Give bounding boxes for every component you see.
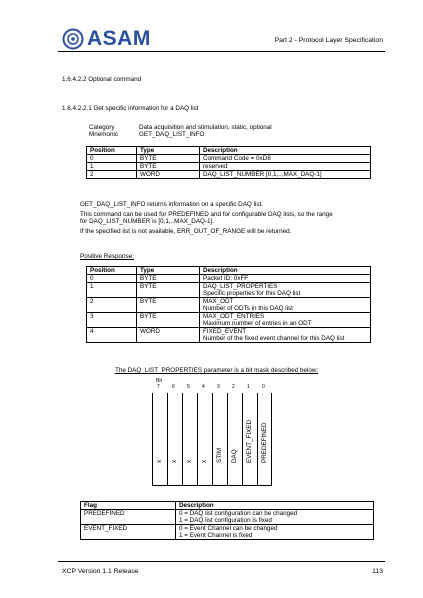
mnemonic-value: GET_DAQ_LIST_INFO [139, 131, 205, 138]
table-cell: Command Code = 0xD8 [200, 155, 371, 163]
table-cell [200, 298, 371, 313]
column-header: Description [200, 267, 371, 275]
mnemonic-label: Mnemonic [89, 131, 119, 138]
paragraph-returns: GET_DAQ_LIST_INFO returns information on a specific DAQ list. [80, 201, 264, 208]
cell-line: 0 = Event Channel can be changed [179, 525, 278, 532]
header-title: Part 2 - Protocol Layer Specification [274, 37, 383, 44]
bit-number: 7 [157, 384, 160, 390]
table-row [87, 328, 371, 343]
table-cell: BYTE [137, 155, 200, 163]
table-cell: BYTE [137, 313, 200, 328]
bit-number: 3 [217, 384, 220, 390]
bit-field-label: x [201, 459, 208, 463]
page-number: 113 [372, 568, 383, 575]
table-cell [176, 525, 374, 540]
category-label: Category [89, 124, 115, 131]
table-row [87, 283, 371, 298]
bit-divider [197, 393, 198, 486]
paragraph-usage-1: This command can be used for PREDEFINED and for configurable DAQ lists, so the range [80, 211, 333, 218]
bitmask-caption: The DAQ_LIST_PROPERTIES parameter is a bit mask described below: [115, 367, 319, 374]
bit-field-label: DAQ [231, 449, 238, 463]
cell-line: 0 = DAQ list configuration can be changed [179, 510, 298, 517]
cell-line: 1 = DAQ list configuration is fixed [179, 517, 272, 524]
table-cell [200, 283, 371, 298]
bit-divider [167, 393, 168, 486]
cell-line: MAX_ODT_ENTRIES [203, 313, 265, 320]
table-cell: 1 [87, 163, 137, 171]
table-row [87, 313, 371, 328]
flag-table [80, 501, 374, 540]
cell-line: 1 = Event Channel is fixed [179, 532, 253, 539]
header-rule [58, 51, 385, 52]
table-cell: BYTE [137, 298, 200, 313]
cell-line: Specific properties for this DAQ list [203, 290, 301, 297]
table-cell: DAQ_LIST_NUMBER [0,1,..,MAX_DAQ-1] [200, 171, 371, 179]
command-table [86, 146, 371, 179]
asam-logo-icon [62, 28, 84, 50]
column-header: Flag [81, 502, 176, 510]
logo-text: ASAM [87, 27, 151, 50]
paragraph-usage-2: for DAQ_LIST_NUMBER is [0,1,..MAX_DAQ-1]. [80, 218, 215, 225]
table-cell: WORD [137, 171, 200, 179]
category-value: Data acquisition and stimulation, static, optional [139, 124, 272, 131]
bit-divider [212, 393, 213, 486]
table-cell: 2 [87, 171, 137, 179]
table-cell: EVENT_FIXED [81, 525, 176, 540]
table-header-row [87, 267, 371, 275]
positive-response-label: Positive Response: [80, 253, 134, 260]
bit-divider [242, 393, 243, 486]
bit-number: 1 [247, 384, 250, 390]
column-header: Type [137, 267, 200, 275]
table-row [87, 275, 371, 283]
bit-field-label: x [171, 459, 178, 463]
bit-number: 5 [187, 384, 190, 390]
table-cell: 3 [87, 313, 137, 328]
table-cell: 1 [87, 283, 137, 298]
column-header: Description [200, 147, 371, 155]
section-heading-optional: 1.6.4.2.2 Optional command [62, 76, 142, 83]
bit-number: 6 [172, 384, 175, 390]
table-cell: BYTE [137, 283, 200, 298]
column-header: Position [87, 147, 137, 155]
cell-line: Number of the fixed event channel for this DAQ list [203, 335, 345, 342]
table-cell: BYTE [137, 163, 200, 171]
table-row [87, 163, 371, 171]
bit-field-label: STIM [216, 447, 223, 463]
cell-line: FIXED_EVENT [203, 328, 247, 335]
table-cell [200, 313, 371, 328]
table-cell: PREDEFINED [81, 510, 176, 525]
bit-divider [257, 393, 258, 486]
bit-number: 0 [262, 384, 265, 390]
section-heading-get-daq-list-info: 1.6.4.2.2.1 Get specific information for a DAQ list [62, 105, 199, 112]
bit-field-label: EVENT_FIXED [246, 419, 253, 463]
table-cell: 2 [87, 298, 137, 313]
column-header: Description [176, 502, 374, 510]
table-row [87, 298, 371, 313]
cell-line: DAQ_LIST_PROPERTIES [203, 283, 278, 290]
bit-label: Bit [156, 378, 162, 384]
bit-divider [182, 393, 183, 486]
bit-divider [227, 393, 228, 486]
bit-number: 4 [202, 384, 205, 390]
table-row [81, 510, 374, 525]
table-row [81, 525, 374, 540]
table-cell [200, 328, 371, 343]
column-header: Type [137, 147, 200, 155]
table-row [87, 155, 371, 163]
bit-field-label: x [156, 459, 163, 463]
cell-line: MAX_ODT [203, 298, 234, 305]
table-cell: 0 [87, 155, 137, 163]
column-header: Position [87, 267, 137, 275]
bit-field-label: x [186, 459, 193, 463]
cell-line: Maximum number of entries in an ODT [203, 320, 312, 327]
table-row [87, 171, 371, 179]
cell-line: Packet ID: 0xFF [203, 275, 249, 282]
table-cell [200, 275, 371, 283]
table-cell: WORD [137, 328, 200, 343]
table-cell: reserved [200, 163, 371, 171]
table-cell [176, 510, 374, 525]
footer-version: XCP Version 1.1 Release [62, 568, 139, 575]
cell-line: Number of ODTs in this DAQ list [203, 305, 293, 312]
table-cell: BYTE [137, 275, 200, 283]
response-table [86, 266, 371, 343]
table-header-row [81, 502, 374, 510]
footer-rule [58, 561, 385, 562]
table-cell: 0 [87, 275, 137, 283]
bit-number: 2 [232, 384, 235, 390]
table-header-row [87, 147, 371, 155]
paragraph-error: If the specified list is not available, ERR_OUT_OF_RANGE will be returned. [80, 228, 292, 235]
table-cell: 4 [87, 328, 137, 343]
bit-field-label: PREDEFINED [261, 422, 268, 463]
